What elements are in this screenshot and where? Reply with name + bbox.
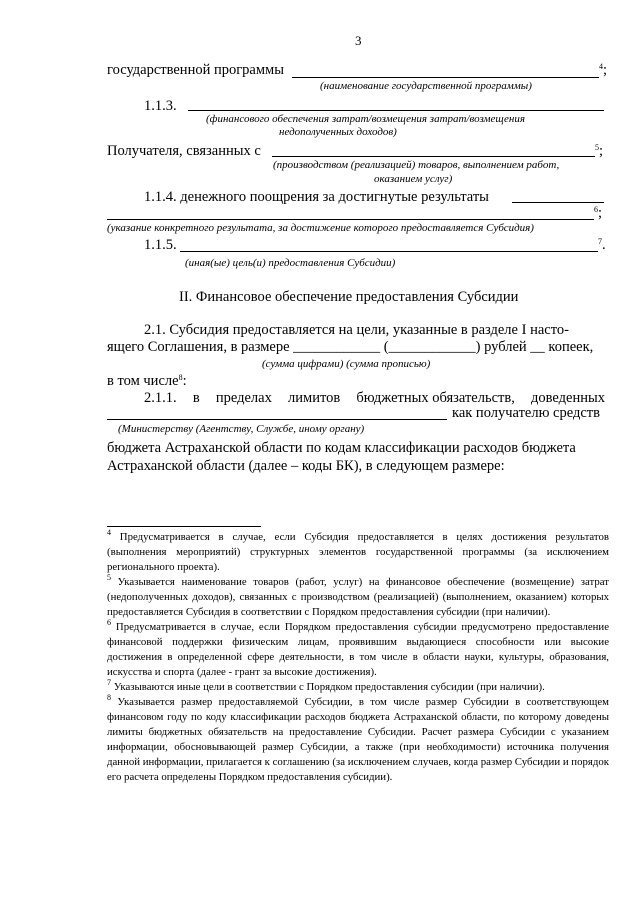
footnote-7 [107,680,609,695]
page-number: 3 [355,33,362,48]
item-1-1-4: 1.1.4. денежного поощрения за достигнутые результаты [144,189,489,205]
hint-financing-1: (финансового обеспечения затрат/возмещения затрат/возмещения [206,113,525,125]
item-1-1-5: 1.1.5. [144,237,177,253]
line-state-program [107,62,284,78]
footnote-8 [107,695,609,785]
footnote-ref-4: $^4$; [599,62,608,78]
line-including: в том числе$^8$: [107,373,187,389]
item-1-1-3: 1.1.3. [144,98,177,114]
blank-line [292,77,599,78]
blank-line [107,219,594,220]
text: Предусматривается в случае, если Субсидия предоставляется в целях достижения результатов (выполнения мероприятий) структурных элементов государственной программы (за исключением регионального проекта). [107,531,610,573]
hint-result: (указание конкретного результата, за достижение которого предоставляется Субсидия) [107,222,534,234]
hint-production-2: оказанием услуг) [374,173,453,185]
hint-ministry: (Министерству (Агентству, Службе, иному органу) [118,423,365,435]
footnote-separator [107,526,261,527]
hint-financing-2: недополученных доходов) [279,126,397,138]
word: бюджетных обязательств, [356,390,515,406]
sup: 6 [107,618,111,627]
sup: 8 [107,693,111,702]
hint-other-goal: (иная(ые) цель(и) предоставления Субсидии) [185,257,396,269]
word: доведенных [531,390,605,406]
sup: 4 [107,528,111,537]
sup: 4 [599,62,603,71]
para-2-1-1-line3: бюджета Астраханской области по кодам классификации расходов бюджета [107,440,576,456]
blank-line [188,110,604,111]
sup: 6 [594,205,598,214]
hint-sum: (сумма цифрами) (сумма прописью) [262,358,431,370]
sup: 8 [178,373,183,382]
sup: 5 [107,573,111,582]
para-2-1-line2: ящего Соглашения, в размере ____________ (____________) рублей __ копеек, [107,339,594,355]
footnote-6 [107,620,609,680]
sup: 5 [595,143,599,152]
footnote-ref-6: $^6$; [594,205,603,221]
justified-line [144,390,605,406]
blank-line [272,156,595,157]
para-2-1-1-line2: как получателю средств [452,405,600,421]
para-2-1-line1: 2.1. Субсидия предоставляется на цели, указанные в разделе I насто- [144,322,569,338]
para-2-1-1-line1 [144,390,605,406]
hint-program-name: (наименование государственной программы) [320,80,532,92]
blank-line [107,419,447,420]
para-2-1-1-line4: Астраханской области (далее – коды БК), в следующем размере: [107,458,505,474]
footnote-4 [107,530,609,575]
text: Предусматривается в случае, если Порядком предоставления субсидии предусмотрено предоставление финансовой поддержки физическим лицам, проявившим выдающиеся способности или высокие достижения в определенной сфере деятельности, в том числе в области науки, культуры, образования, искусства и спорта (далее - грант за высокие достижения). [107,621,609,678]
word: пределах [215,390,272,406]
word: лимитов [288,390,341,406]
sup: 7 [107,678,111,687]
hint-production-1: (производством (реализацией) товаров, выполнением работ, [273,159,560,171]
line-recipient: Получателя, связанных с [107,143,261,159]
footnote-ref-7: $^7$. [598,237,606,253]
section-heading: II. Финансовое обеспечение предоставления Субсидии [179,289,519,305]
footnote-ref-5: $^5$; [595,143,604,159]
word: 2.1.1. [144,390,177,406]
text: Указываются иные цели в соответствии с Порядком предоставления субсидии (при наличии). [113,681,545,693]
footnotes [107,530,609,785]
blank-line [180,251,598,252]
text: государственной программы [107,62,284,78]
blank-line [512,202,604,203]
word: в [192,390,200,406]
text: Указывается наименование товаров (работ, услуг) на финансовое обеспечение (возмещение) затрат (недополученных доходов), связанных с производством (реализацией) (выполнением, оказанием) которых предоставляется Субсидия в соответствии с Порядком предоставления субсидии (при наличии). [107,576,609,618]
footnote-5 [107,575,609,620]
sup: 7 [598,237,602,246]
text: в том числе [107,373,179,389]
text: Указывается размер предоставляемой Субсидии, в том числе размер Субсидии в соответствующем финансовом году по коду классификации расходов бюджета Астраханской области, по которому доведены лимиты бюджетных обязательств на предоставление Субсидии. Расчет размера Субсидии с указанием информации, обосновывающей размер Субсидии, а также (при необходимости) источника получения данной информации, прилагается к соглашению (за исключением случаев, когда размер Субсидии и порядок его расчета определены Порядком предоставления субсидии). [107,696,609,783]
